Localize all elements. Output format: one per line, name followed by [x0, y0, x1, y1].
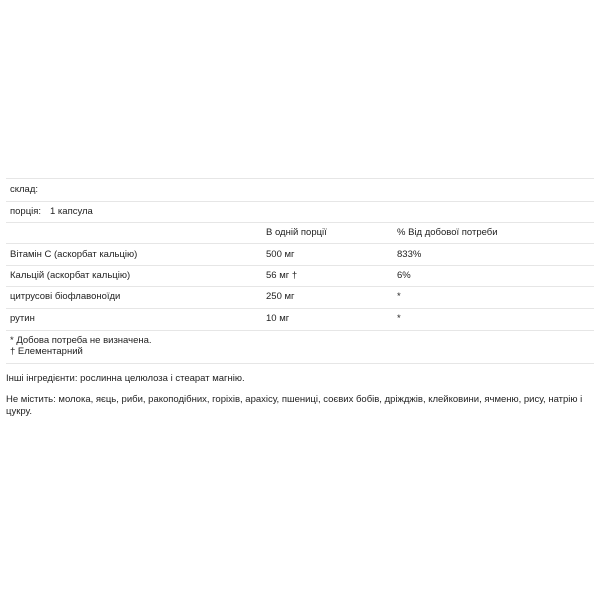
composition-label: склад:: [10, 184, 39, 195]
row-amount: 10 мг: [266, 313, 290, 324]
divider: [6, 243, 594, 244]
row-name: цитрусові біофлавоноїди: [10, 291, 121, 302]
other-ingredients: Інші інгредієнти: рослинна целюлоза і стеарат магнію.: [6, 373, 245, 384]
row-name: Кальцій (аскорбат кальцію): [10, 270, 131, 281]
serving-value: 1 капсула: [50, 206, 93, 217]
footnote-not-established: * Добова потреба не визначена.: [10, 335, 152, 346]
divider: [6, 330, 594, 331]
row-amount: 500 мг: [266, 249, 295, 260]
header-per-serving: В одній порції: [266, 227, 327, 238]
row-daily-value: 833%: [397, 249, 422, 260]
footnote-elemental: † Елементарний: [10, 346, 83, 357]
row-name: Вітамін С (аскорбат кальцію): [10, 249, 138, 260]
row-amount: 56 мг †: [266, 270, 298, 281]
divider: [6, 222, 594, 223]
header-daily-value: % Від добової потреби: [397, 227, 498, 238]
row-daily-value: *: [397, 291, 401, 302]
divider: [6, 178, 594, 179]
divider: [6, 265, 594, 266]
row-name: рутин: [10, 313, 35, 324]
row-daily-value: 6%: [397, 270, 411, 281]
divider: [6, 201, 594, 202]
does-not-contain: Не містить: молока, яєць, риби, ракоподібних, горіхів, арахісу, пшениці, соєвих бобів, дріжджів, клейковини, ячменю, рису, натрію і цукру.: [6, 394, 583, 417]
serving-label: порція:: [10, 206, 42, 217]
divider: [6, 363, 594, 364]
row-amount: 250 мг: [266, 291, 295, 302]
divider: [6, 308, 594, 309]
row-daily-value: *: [397, 313, 401, 324]
divider: [6, 286, 594, 287]
